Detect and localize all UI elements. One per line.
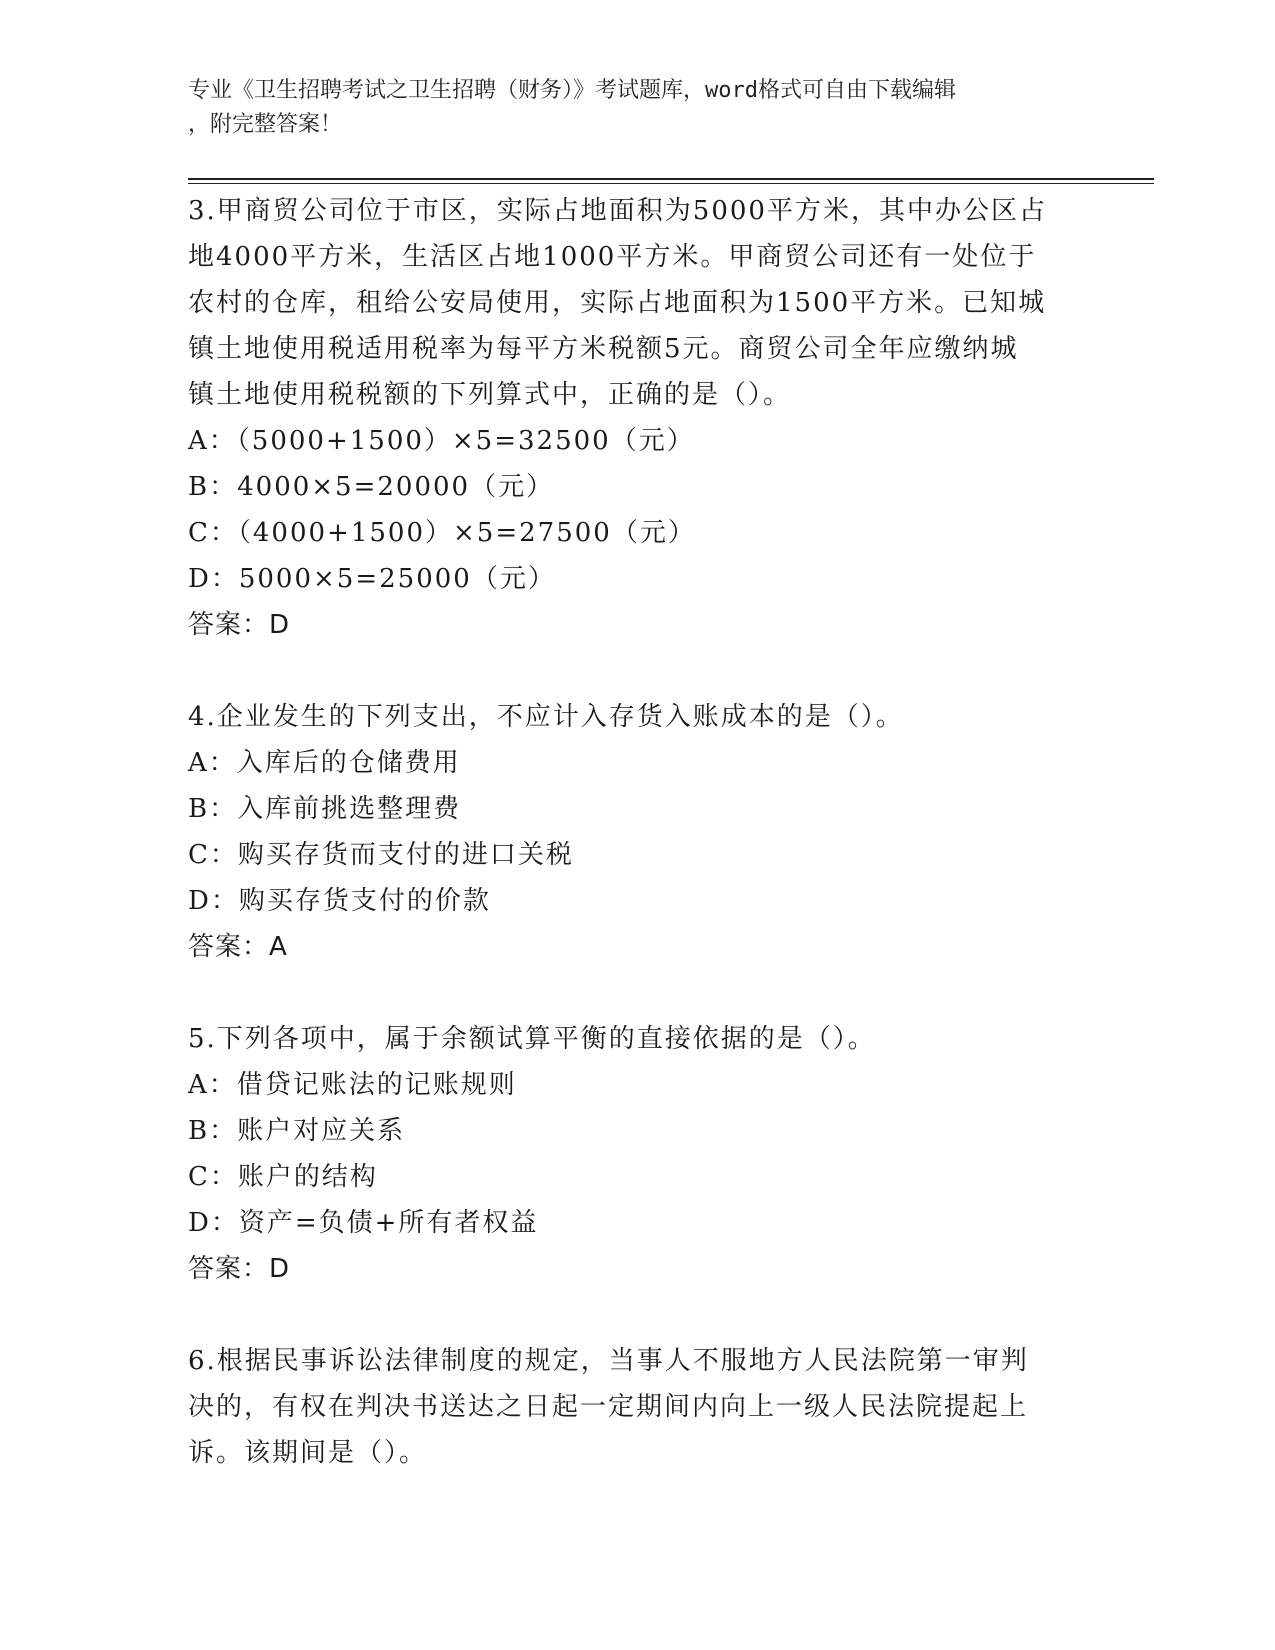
answer-label: 答案：D <box>188 1254 291 1284</box>
question-stem-line: 决的，有权在判决书送达之日起一定期间内向上一级人民法院提起上 <box>188 1392 1029 1422</box>
question-stem-line: 4.企业发生的下列支出，不应计入存货入账成本的是（）。 <box>188 702 904 732</box>
answer-label: 答案：D <box>188 610 291 640</box>
document-header <box>188 74 1088 142</box>
option-c: C：（4000+1500）×5=27500（元） <box>188 518 696 548</box>
question-stem-line: 镇土地使用税适用税率为每平方米税额5元。商贸公司全年应缴纳城 <box>188 334 1019 364</box>
question-stem-line: 3.甲商贸公司位于市区，实际占地面积为5000平方米，其中办公区占 <box>188 196 1047 226</box>
header-divider <box>188 178 1154 180</box>
option-c: C：购买存货而支付的进口关税 <box>188 840 574 870</box>
header-divider-thin <box>188 183 1154 184</box>
question-list <box>188 188 1088 1476</box>
question-6 <box>188 1338 1088 1476</box>
question-stem-line: 5.下列各项中，属于余额试算平衡的直接依据的是（）。 <box>188 1024 876 1054</box>
question-stem-line: 诉。该期间是（）。 <box>188 1438 428 1468</box>
question-spacer <box>188 970 1088 1016</box>
question-stem-line: 地4000平方米，生活区占地1000平方米。甲商贸公司还有一处位于 <box>188 242 1037 272</box>
question-stem-line: 镇土地使用税税额的下列算式中，正确的是（）。 <box>188 380 792 410</box>
option-a: A：借贷记账法的记账规则 <box>188 1070 517 1100</box>
option-b: B：入库前挑选整理费 <box>188 794 462 824</box>
question-3 <box>188 188 1088 648</box>
option-d: D：5000×5=25000（元） <box>188 564 556 594</box>
option-d: D：资产=负债+所有者权益 <box>188 1208 539 1238</box>
answer-label: 答案：A <box>188 932 288 962</box>
option-a: A：（5000+1500）×5=32500（元） <box>188 426 695 456</box>
header-line: 专业《卫生招聘考试之卫生招聘（财务）》考试题库，word格式可自由下载编辑 <box>188 78 956 103</box>
option-b: B：4000×5=20000（元） <box>188 472 555 502</box>
question-spacer <box>188 648 1088 694</box>
option-b: B：账户对应关系 <box>188 1116 406 1146</box>
question-4 <box>188 694 1088 970</box>
option-a: A：入库后的仓储费用 <box>188 748 461 778</box>
question-stem-line: 6.根据民事诉讼法律制度的规定，当事人不服地方人民法院第一审判 <box>188 1346 1029 1376</box>
option-d: D：购买存货支付的价款 <box>188 886 491 916</box>
question-spacer <box>188 1292 1088 1338</box>
question-stem-line: 农村的仓库，租给公安局使用，实际占地面积为1500平方米。已知城 <box>188 288 1047 318</box>
option-c: C：账户的结构 <box>188 1162 378 1192</box>
question-5 <box>188 1016 1088 1292</box>
header-line: ，附完整答案！ <box>188 112 343 137</box>
